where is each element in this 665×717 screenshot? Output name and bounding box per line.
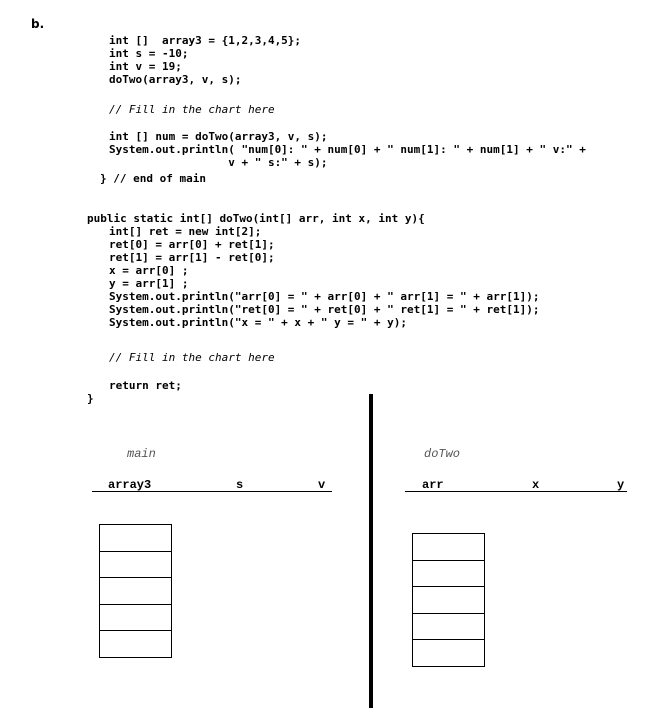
dotwo-header-x: x [532, 478, 540, 492]
return-statement: return ret; [109, 379, 182, 392]
dotwo-signature: public static int[] doTwo(int[] arr, int x, int y){ [87, 212, 425, 225]
array-cell[interactable] [99, 577, 172, 605]
array-cell[interactable] [99, 524, 172, 552]
code-line: ret[1] = arr[1] - ret[0]; [109, 251, 275, 264]
fill-chart-comment-main: // Fill in the chart here [109, 103, 275, 116]
main-header-v: v [318, 478, 326, 492]
code-line: v + " s:" + s); [109, 156, 328, 169]
main-header-s: s [236, 478, 244, 492]
array-cell[interactable] [99, 604, 172, 632]
code-line: doTwo(array3, v, s); [109, 73, 242, 86]
array-cell[interactable] [99, 630, 172, 658]
dotwo-header-rule [405, 491, 627, 492]
code-line: System.out.println("arr[0] = " + arr[0] + " arr[1] = " + arr[1]); [109, 290, 540, 303]
code-line: System.out.println( "num[0]: " + num[0] + " num[1]: " + num[1] + " v:" + [109, 143, 586, 156]
dotwo-header-arr: arr [422, 478, 444, 492]
chart-divider [369, 394, 373, 708]
array-cell[interactable] [412, 533, 485, 561]
array-cell[interactable] [412, 586, 485, 614]
dotwo-array-cells [412, 533, 485, 667]
code-line: ret[0] = arr[0] + ret[1]; [109, 238, 275, 251]
dotwo-body [109, 225, 539, 329]
array-cell[interactable] [412, 613, 485, 641]
main-array-cells [99, 524, 172, 658]
array-cell[interactable] [412, 639, 485, 667]
main-header-rule [92, 491, 332, 492]
code-line: int s = -10; [109, 47, 189, 60]
main-code-mid [109, 130, 586, 169]
array-cell[interactable] [99, 551, 172, 579]
part-label: b. [31, 17, 45, 31]
array-cell[interactable] [412, 560, 485, 588]
code-line: System.out.println("x = " + x + " y = " + y); [109, 316, 408, 329]
fill-chart-comment-dotwo: // Fill in the chart here [109, 351, 275, 364]
code-line: int [] array3 = {1,2,3,4,5}; [109, 34, 302, 47]
closing-brace: } [87, 392, 94, 405]
code-line: System.out.println("ret[0] = " + ret[0] + " ret[1] = " + ret[1]); [109, 303, 540, 316]
dotwo-header-y: y [617, 478, 625, 492]
end-of-main: } // end of main [100, 172, 206, 185]
main-code-top [109, 34, 301, 86]
main-chart-title: main [127, 447, 156, 461]
main-header-array3: array3 [108, 478, 152, 492]
code-line: int [] num = doTwo(array3, v, s); [109, 130, 328, 143]
dotwo-chart-title: doTwo [424, 447, 461, 461]
code-line: y = arr[1] ; [109, 277, 189, 290]
code-line: int v = 19; [109, 60, 182, 73]
code-line: int[] ret = new int[2]; [109, 225, 262, 238]
code-line: x = arr[0] ; [109, 264, 189, 277]
